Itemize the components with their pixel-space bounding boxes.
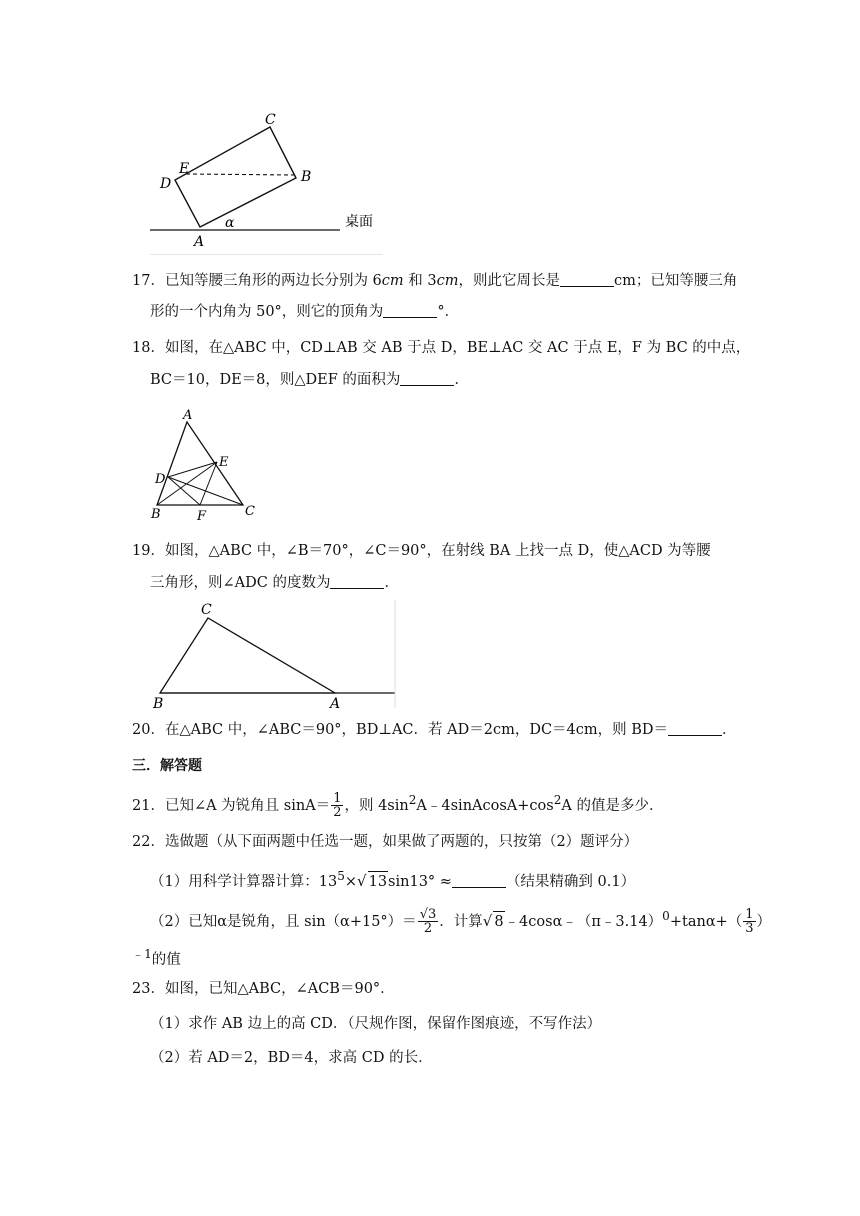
answer-blank[interactable]	[400, 371, 454, 386]
label-b: B	[153, 696, 164, 710]
q23-part2: （2）若 AD＝2，BD＝4，求高 CD 的长．	[150, 1050, 433, 1066]
q21: 21．已知∠A 为锐角且 sinA＝ $\frac{1}{2}$ ，则 $4\sin^2A﹣4sinAcosA+\cos^2A$ 的值是多少．	[132, 791, 664, 821]
q17-line1: 17．已知等腰三角形的两边长分别为 6cm 和 3cm，则此它周长是 cm；已知等腰三角	[132, 273, 738, 289]
table-label: 桌面	[345, 214, 373, 230]
label-a: A	[194, 234, 205, 250]
label-d: D	[155, 472, 166, 487]
q20: 20．在△ABC 中，∠ABC＝90°，BD⊥AC．若 AD＝2cm，DC＝4cm，则 BD＝ ．	[132, 722, 737, 738]
label-b: B	[301, 169, 312, 185]
q23-intro: 23．如图，已知△ABC，∠ACB＝90°．	[132, 981, 395, 997]
label-c: C	[201, 602, 212, 618]
q23-part1: （1）求作 AB 边上的高 CD．（尺规作图，保留作图痕迹，不写作法）	[150, 1016, 602, 1032]
answer-blank[interactable]	[383, 303, 437, 318]
q19-line1: 19．如图，△ABC 中，∠B＝70°，∠C＝90°，在射线 BA 上找一点 D，使△ACD 为等腰	[132, 543, 711, 559]
answer-blank[interactable]	[330, 574, 384, 589]
label-c: C	[265, 112, 276, 128]
fraction: $\frac{1}{3}$	[745, 907, 754, 937]
q18-line2: BC＝10，DE＝8，则△DEF 的面积为 ．	[150, 372, 469, 388]
q22-part1: （1）用科学计算器计算：$13^5\times√$ 13sin13° ≈ （结果精确到 0.1）	[150, 869, 636, 890]
answer-blank[interactable]	[560, 272, 614, 287]
label-a: A	[183, 408, 193, 423]
q19-line2: 三角形，则∠ADC 的度数为 ．	[150, 575, 399, 591]
label-f: F	[197, 509, 207, 524]
label-e: E	[219, 455, 229, 470]
section-title: 三．解答题	[132, 758, 202, 774]
fraction: $\frac{√3}{2}$	[419, 907, 437, 937]
label-e: E	[179, 161, 190, 177]
figure-rectangle-on-table	[145, 105, 385, 255]
q22-part2: （2）已知α是锐角，且 sin（α+15°）＝ $\frac{√3}{2}$ ．计算√ 8﹣4cosα﹣（π﹣3.14）$^0$+tanα+（ $\frac{1}{3}$ ）	[150, 907, 772, 937]
answer-blank[interactable]	[452, 873, 506, 888]
q18-line1: 18．如图，在△ABC 中，CD⊥AB 交 AB 于点 D，BE⊥AC 交 AC 于点 E，F 为 BC 的中点，	[132, 340, 751, 356]
label-c: C	[245, 504, 255, 519]
label-b: B	[151, 507, 161, 522]
figure-triangle-def	[145, 405, 265, 525]
q22-part2-cont: $^{﹣1}$的值	[132, 947, 181, 968]
label-d: D	[160, 176, 172, 192]
answer-blank[interactable]	[668, 721, 722, 736]
label-a: A	[330, 696, 341, 710]
q22-intro: 22．选做题（从下面两题中任选一题，如果做了两题的，只按第（2）题评分）	[132, 834, 639, 850]
q17-line2: 形的一个内角为 50°，则它的顶角为 °．	[150, 304, 460, 320]
label-alpha: α	[225, 215, 235, 231]
figure-triangle-abc	[145, 598, 400, 710]
fraction: $\frac{1}{2}$	[333, 791, 342, 821]
